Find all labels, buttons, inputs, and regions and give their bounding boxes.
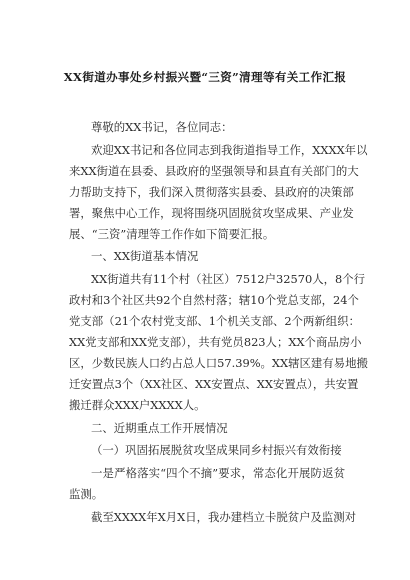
subsection-heading: （一）巩固拓展脱贫攻坚成果同乡村振兴有效衔接 — [91, 443, 342, 457]
paragraph-line: 一是严格落实“四个不摘”要求，常态化开展防返贫 — [91, 466, 345, 480]
salutation-line: 尊敬的XX书记，各位同志： — [91, 120, 233, 134]
paragraph-line: 监测。 — [69, 487, 104, 501]
paragraph-line: 区，少数民族人口约占总人口57.39%。XX辖区建有易地搬 — [69, 356, 368, 370]
paragraph-line: 截至XXXX年X月X日，我办建档立卡脱贫户及监测对 — [91, 510, 357, 524]
paragraph-line: 来XX街道在县委、县政府的坚强领导和县直有关部门的大 — [69, 164, 359, 178]
section-heading: 二、近期重点工作开展情况 — [91, 421, 228, 435]
section-heading: 一、XX街道基本情况 — [91, 249, 199, 263]
paragraph-line: 迁安置点3个（XX社区、XX安置点、XX安置点），共安置 — [69, 377, 359, 391]
paragraph-line: 力帮助支持下，我们深入贯彻落实县委、县政府的决策部 — [69, 185, 354, 199]
document-title: XX街道办事处乡村振兴暨“三资”清理等有关工作汇报 — [63, 70, 347, 84]
paragraph-line: 政村和3个社区共92个自然村落；辖10个党总支部，24个 — [69, 293, 359, 307]
paragraph-line: XX党支部和XX党支部），共有党员823人；XX个商品房小 — [69, 335, 362, 349]
paragraph-line: 欢迎XX书记和各位同志到我街道指导工作，XXXX年以 — [91, 143, 368, 157]
paragraph-line: 展、“三资”清理等工作作如下简要汇报。 — [69, 227, 275, 241]
paragraph-line: 搬迁群众XXX户XXXX人。 — [69, 398, 206, 412]
paragraph-line: 署，聚焦中心工作，现将围绕巩固脱贫攻坚成果、产业发 — [69, 206, 354, 220]
paragraph-line: XX街道共有11个村（社区）7512户32570人，8个行 — [91, 272, 366, 286]
paragraph-line: 党支部（21个农村党支部、1个机关支部、2个两新组织： — [69, 314, 360, 328]
